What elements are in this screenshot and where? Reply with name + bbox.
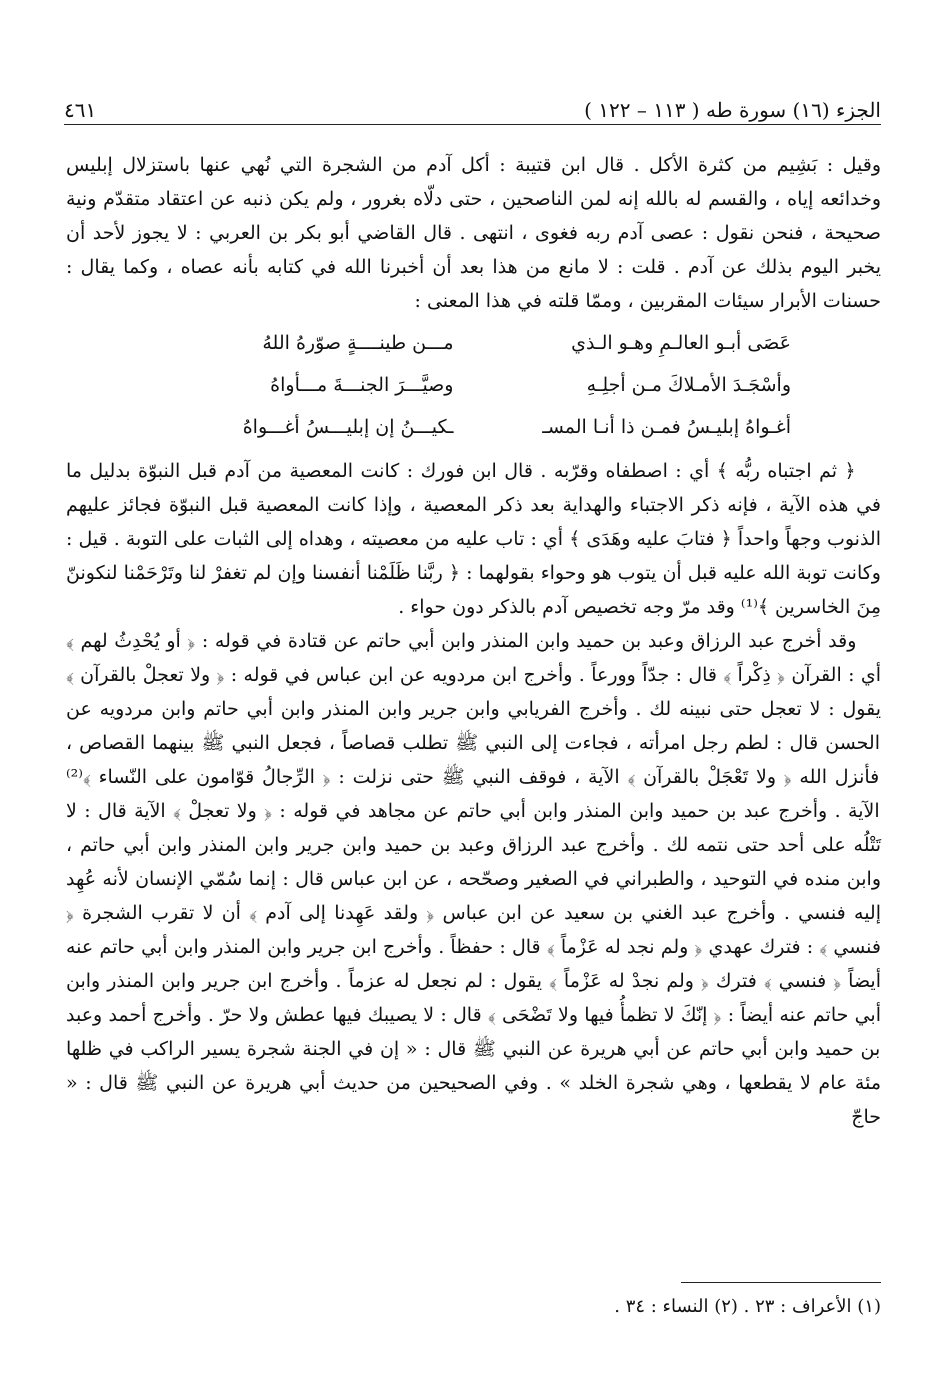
text-line: ﴿ ثم اجتباه ربُّه ﴾ أي : اصطفاه وقرّبه . قال ابن فورك : كانت المعصية من آدم قبل النبوّة بدليل ما bbox=[66, 460, 856, 482]
text-line: فنحن نقول : عصى آدم ربه فغوى ، انتهى . قال القاضي أبو بكر بن العربي : لا يجوز لأحد أن يخبر اليوم bbox=[66, 222, 881, 278]
text-line: منده في التوحيد ، والطبراني في الصغير وصحّحه ، عن ابن عباس قال : إنما سُمّي الإنسان لأنه عُهِد إليه فنسي . bbox=[66, 868, 882, 924]
text-line: سيئات المقربين ، وممّا قلته في هذا المعنى : bbox=[414, 290, 765, 312]
text-line: الخاسرين ﴾⁽¹⁾ وقد مرّ وجه تخصيص آدم بالذكر دون حواء . bbox=[398, 596, 851, 618]
text-line: بذلك عن آدم . قلت : لا مانع من هذا بعد أن أخبرنا الله في كتابه بأنه عصاه ، وكما يقال : حسنات الأبرار bbox=[66, 256, 881, 312]
paragraph-1 bbox=[66, 148, 881, 318]
poem-verse-1-first: عَصَى أبـو العالـمِ وهـو الـذي bbox=[571, 332, 791, 354]
text-line: عن الحسن قال : لطم رجل امرأته ، فجاءت إلى النبي ﷺ تطلب قصاصاً ، فجعل النبي ﷺ بينهما القصاص ، bbox=[66, 698, 880, 754]
paragraph-3 bbox=[66, 624, 881, 1134]
text-line: حاتم عنه أيضاً : ﴿ إنّكَ لا تظمأُ فيها ولا تَضْحَى ﴾ قال : لا يصيبك فيها عطش ولا حرّ . وأخرج أحمد bbox=[102, 1004, 849, 1026]
footnote: (١) الأعراف : ٢٣ . (٢) النساء : ٣٤ . bbox=[614, 1296, 881, 1317]
text-line: تَتْلُه على أحد حتى نتمه لك . وأخرج عبد الرزاق وعبد بن حميد وابن جرير وابن المنذر وابن أبي حاتم ، وابن bbox=[66, 834, 882, 890]
poem-verse-2-second: وصيَّـــرَ الجنـــةَ مـــأواهُ bbox=[270, 374, 454, 396]
text-line: في هذه الآية ، فإنه ذكر الاجتباء والهداية بعد ذكر المعصية ، وإذا كانت المعصية قبل النبوّة فجائز عليهم الذنوب bbox=[66, 494, 881, 550]
text-line: وقيل : بَشِيم من كثرة الأكل . قال ابن قتيبة : أكل آدم من الشجرة التي نُهي عنها باستزلال إبليس وخدائعه bbox=[66, 154, 881, 210]
text-line: ﴿ فنسي ﴾ فترك ﴿ ولم نجدْ له عَزْماً ﴾ يقول : لم نجعل له عزماً . وأخرج ابن جرير وابن المنذر وابن أبي bbox=[66, 970, 881, 1026]
text-line: وعبد بن حميد وابن أبي حاتم عن أبي هريرة عن النبي ﷺ قال : « إن في الجنة شجرة يسير الراكب في ظلها bbox=[66, 1004, 881, 1060]
text-line: فترك عهدي ﴿ ولم نجد له عَزْماً ﴾ قال : حفظاً . وأخرج ابن جرير وابن المنذر وابن أبي حاتم عنه أيضاً bbox=[66, 936, 881, 992]
page-header bbox=[64, 92, 881, 122]
poem-verse-1-second: مـــن طينــــةٍ صوّرهُ اللهُ bbox=[262, 332, 454, 354]
running-title: الجزء (١٦) سورة طه ( ١١٣ – ١٢٢ ) bbox=[584, 98, 881, 122]
text-line: توبة الله عليه قبل أن يتوب هو وحواء بقولهما : ﴿ ربَّنا ظَلَمْنا أنفسنا وإن لم تغفرْ لنا وتَرْحَمْنا لنكوننّ مِنَ bbox=[66, 562, 881, 618]
text-line: فأنزل الله ﴿ ولا تَعْجَلْ بالقرآن ﴾ الآية ، فوقف النبي ﷺ حتى نزلت : ﴿ الرِّجالُ قوّامون على النّساء ﴾⁽²⁾ bbox=[66, 766, 880, 788]
page-number: ٤٦١ bbox=[64, 98, 97, 122]
paragraph-2 bbox=[66, 454, 881, 624]
text-line: وقد أخرج عبد الرزاق وعبد بن حميد وابن المنذر وابن أبي حاتم عن قتادة في قوله : ﴿ أو يُحْدِثُ لهم ﴾ bbox=[66, 630, 857, 652]
text-line: وأخرج عبد الغني بن سعيد عن ابن عباس ﴿ ولقد عَهِدنا إلى آدم ﴾ أن لا تقرب الشجرة ﴿ فنسي ﴾ : bbox=[66, 902, 881, 958]
text-line: وجهاً واحداً ﴿ فتابَ عليه وهَدَى ﴾ أي : تاب عليه من معصيته ، وهداه إلى الثبات على التوبة . قيل : وكانت bbox=[66, 528, 881, 584]
text-line: الآية . وأخرج عبد بن حميد وابن المنذر وابن أبي حاتم عن مجاهد في قوله : ﴿ ولا تعجلْ ﴾ الآية قال : لا bbox=[66, 800, 880, 822]
footnote-separator bbox=[681, 1282, 881, 1283]
header-rule bbox=[64, 124, 881, 125]
poem-verse-2-first: وأسْجَـدَ الأمـلاكَ مـن أجلِـهِ bbox=[586, 374, 791, 396]
poem-verse-3-first: أغـواهُ إبليـسُ فمـن ذا أنـا المسـ bbox=[542, 416, 791, 438]
text-line: مئة عام لا يقطعها ، وهي شجرة الخلد » . وفي الصحيحين من حديث أبي هريرة عن النبي ﷺ قال : « حاجّ bbox=[66, 1072, 881, 1128]
poem-verse-3-second: ـكيـــنُ إن إبليـــسُ أغـــواهُ bbox=[242, 416, 454, 438]
text-line: أي : القرآن ﴿ ذِكْراً ﴾ قال : جدّاً وورعاً . وأخرج ابن مردويه عن ابن عباس في قوله : ﴿ ولا تعجلْ bbox=[136, 664, 881, 686]
text-line: إياه ، والقسم له بالله إنه لمن الناصحين ، حتى دلّاه بغرور ، ولم يكن ذنبه عن اعتقاد متقدّم ونية صحيحة ، bbox=[66, 188, 882, 244]
main-text bbox=[66, 148, 881, 1134]
poem bbox=[66, 322, 881, 448]
text-line: بالقرآن ﴾ يقول : لا تعجل حتى نبينه لك . وأخرج الفريابي وابن جرير وابن المنذر وابن أبي حاتم وابن مردويه bbox=[66, 664, 881, 720]
